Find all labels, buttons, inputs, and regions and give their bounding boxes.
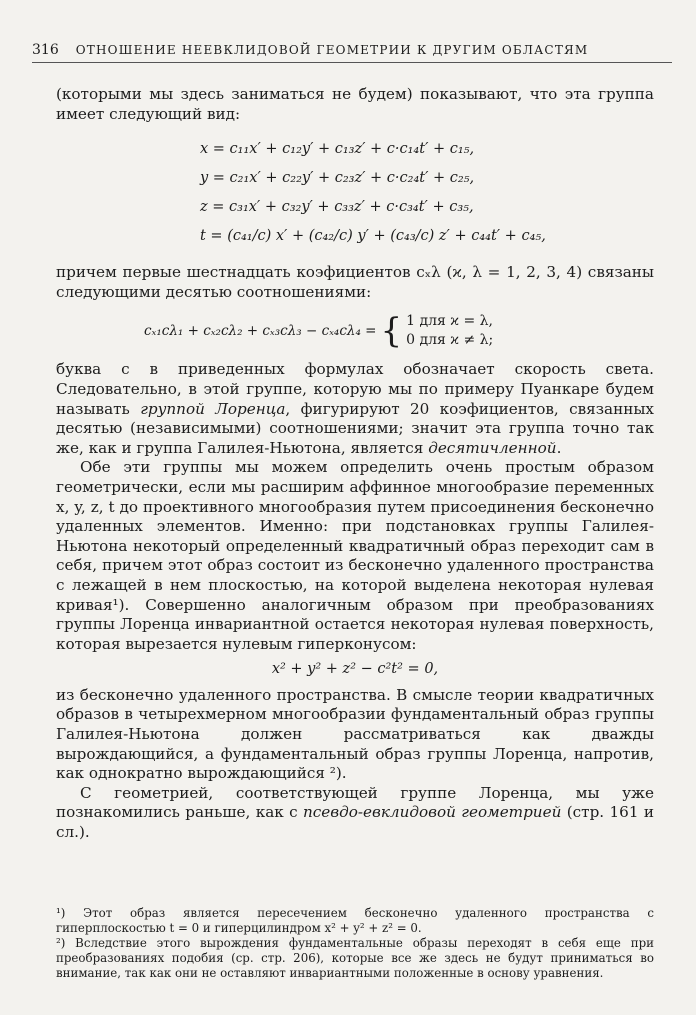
text-run: . bbox=[556, 438, 562, 457]
text-run: С геометрией, соответствующей группе Лоренца, мы уже познакомились раньше, как с bbox=[56, 783, 654, 822]
brace-symbol: { bbox=[380, 311, 403, 352]
equation-t: t = (c₄₁/c) x′ + (c₄₂/c) y′ + (c₄₃/c) z′ + c₄₄t′ + c₄₅, bbox=[200, 228, 546, 245]
paragraph-intro: (которыми мы здесь заниматься не будем) показывают, что эта группа имеет следующий вид: bbox=[56, 85, 654, 123]
term-lorentz-group: группой Лоренца bbox=[140, 399, 286, 418]
text-run: (стр. 161 и сл.). bbox=[56, 803, 654, 842]
relation-lhs: cₓ₁cλ₁ + cₓ₂cλ₂ + cₓ₃cλ₃ − cₓ₄cλ₄ = bbox=[144, 322, 377, 339]
case-equal: 1 для ϰ = λ, bbox=[406, 313, 493, 330]
footnote-1: ¹) Этот образ является пересечением бесконечно удаленного пространства с гиперплоскостью t = 0 и гиперцилиндром x² + y² + z² = 0. bbox=[56, 906, 654, 935]
equation-z: z = c₃₁x′ + c₃₂y′ + c₃₃z′ + c·c₃₄t′ + c₃₅, bbox=[200, 199, 474, 216]
running-title: ОТНОШЕНИЕ НЕЕВКЛИДОВОЙ ГЕОМЕТРИИ К ДРУГИМ ОБЛАСТЯМ bbox=[75, 43, 589, 57]
paragraph-geometric-definition: Обе эти группы мы можем определить очень простым образом геометрически, если мы расширим аффинное многообразие переменных x, y, z, t до проективного многообразия путем присоединения бесконечно удаленных элементов. Именно: при подстановках группы Галилея-Ньютона некоторый определенный квадратичный образ переходит сам в себя, причем этот образ состоит из бесконечно удаленного пространства с лежащей в нем плоскостью, на которой выделена некоторая нулевая кривая¹). Совершенно аналогичным образом при преобразованиях группы Лоренца инвариантной остается некоторая нулевая поверхность, которая вырезается нулевым гиперконусом: bbox=[56, 458, 654, 653]
paragraph-quadratic-forms: из бесконечно удаленного пространства. В смысле теории квадратичных образов в четырехмерном многообразии фундаментальный образ группы Галилея-Ньютона должен рассматриваться как дважды вырождающийся, а фундаментальный образ группы Лоренца, напротив, как однократно вырождающийся ²). bbox=[56, 685, 654, 783]
page-number: 316 bbox=[32, 42, 59, 58]
null-cone-equation: x² + y² + z² − c²t² = 0, bbox=[271, 661, 439, 678]
case-not-equal: 0 для ϰ ≠ λ; bbox=[406, 332, 494, 349]
footnote-2: ²) Вследствие этого вырождения фундаментальные образы переходят в себя еще при преобразованиях подобия (ср. стр. 206), которые все же здесь не будут приниматься во внимание, так как они не оставляют инвариантными положенные в основу уравнения. bbox=[56, 936, 654, 980]
main-text bbox=[56, 85, 654, 843]
lorentz-group-equations bbox=[56, 135, 654, 251]
relation-cases bbox=[406, 312, 493, 350]
coefficient-relations bbox=[56, 312, 654, 350]
equation-x: x = c₁₁x′ + c₁₂y′ + c₁₃z′ + c·c₁₄t′ + c₁₅, bbox=[200, 141, 475, 158]
text-run: , фигурируют 20 коэфициентов, связанных десятью (независимыми) соотношениями; значит эта группа точно так же, как и группа Галилея-Ньютона, является bbox=[56, 399, 654, 457]
footnotes bbox=[56, 906, 654, 981]
paragraph-pseudo-euclidean bbox=[56, 784, 654, 843]
term-ten-membered: десятичленной bbox=[428, 438, 557, 457]
text-run: буква c в приведенных формулах обозначает скорость света. Следовательно, в этой группе, которую мы по примеру Пуанкаре будем называть bbox=[56, 360, 654, 418]
running-header bbox=[32, 42, 672, 63]
paragraph-coefficients: причем первые шестнадцать коэфициентов cₓλ (ϰ, λ = 1, 2, 3, 4) связаны следующими десятью соотношениями: bbox=[56, 263, 654, 301]
term-pseudo-euclidean-geometry: псевдо-евклидовой геометрией bbox=[303, 803, 562, 822]
equation-y: y = c₂₁x′ + c₂₂y′ + c₂₃z′ + c·c₂₄t′ + c₂₅, bbox=[200, 170, 475, 187]
paragraph-lorentz-group bbox=[56, 360, 654, 458]
